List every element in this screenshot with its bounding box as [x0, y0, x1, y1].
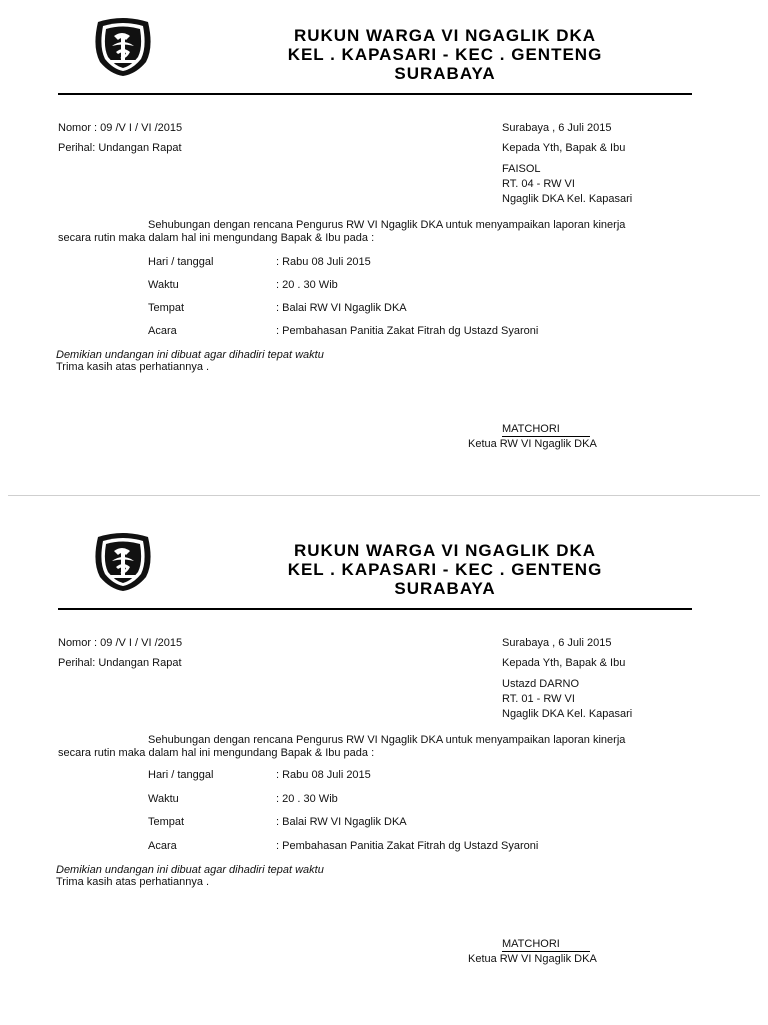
closing-line: Demikian undangan ini dibuat agar dihadiri tepat waktu — [56, 349, 324, 361]
detail-label: Hari / tanggal — [148, 256, 214, 268]
signatory-title: Ketua RW VI Ngaglik DKA — [468, 953, 597, 965]
detail-label: Waktu — [148, 279, 179, 291]
body-line: secara rutin maka dalam hal ini mengundang Bapak & Ibu pada : — [58, 747, 375, 759]
detail-label: Acara — [148, 840, 177, 852]
header-rule — [58, 608, 692, 610]
invitation-letter — [0, 0, 768, 510]
recipient-rt: RT. 01 - RW VI — [502, 693, 575, 705]
surabaya-emblem-icon — [92, 531, 154, 593]
closing-thanks: Trima kasih atas perhatiannya . — [56, 361, 210, 373]
org-name-heading: RUKUN WARGA VI NGAGLIK DKA — [293, 541, 597, 560]
recipient-address: Ngaglik DKA Kel. Kapasari — [502, 708, 633, 720]
detail-value: : Balai RW VI Ngaglik DKA — [276, 302, 407, 314]
letter-date: Surabaya , 6 Juli 2015 — [502, 637, 612, 649]
signature-underline — [502, 951, 590, 952]
letter-number: Nomor : 09 /V I / VI /2015 — [58, 637, 183, 649]
page-divider — [8, 495, 760, 496]
detail-value: : 20 . 30 Wib — [276, 793, 338, 805]
detail-value: : Balai RW VI Ngaglik DKA — [276, 816, 407, 828]
closing-line: Demikian undangan ini dibuat agar dihadiri tepat waktu — [56, 864, 324, 876]
org-address-heading: KEL . KAPASARI - KEC . GENTENG — [287, 560, 603, 579]
body-line: Sehubungan dengan rencana Pengurus RW VI Ngaglik DKA untuk menyampaikan laporan kinerja — [148, 219, 626, 231]
org-name-heading: RUKUN WARGA VI NGAGLIK DKA — [293, 26, 597, 45]
detail-label: Tempat — [148, 302, 185, 314]
header-rule — [58, 93, 692, 95]
invitation-letter — [0, 515, 768, 1025]
signatory-title: Ketua RW VI Ngaglik DKA — [468, 438, 597, 450]
signatory-name: MATCHORI — [502, 423, 560, 435]
detail-label: Tempat — [148, 816, 185, 828]
detail-value: : Rabu 08 Juli 2015 — [276, 256, 371, 268]
closing-thanks: Trima kasih atas perhatiannya . — [56, 876, 210, 888]
body-line: Sehubungan dengan rencana Pengurus RW VI Ngaglik DKA untuk menyampaikan laporan kinerja — [148, 734, 626, 746]
recipient-salutation: Kepada Yth, Bapak & Ibu — [502, 657, 626, 669]
recipient-salutation: Kepada Yth, Bapak & Ibu — [502, 142, 626, 154]
letter-date: Surabaya , 6 Juli 2015 — [502, 122, 612, 134]
letter-subject: Perihal: Undangan Rapat — [58, 657, 182, 669]
signature-underline — [502, 436, 590, 437]
detail-value: : Pembahasan Panitia Zakat Fitrah dg Ustazd Syaroni — [276, 325, 539, 337]
signatory-name: MATCHORI — [502, 938, 560, 950]
letter-subject: Perihal: Undangan Rapat — [58, 142, 182, 154]
org-city-heading: SURABAYA — [394, 64, 496, 83]
detail-value: : Pembahasan Panitia Zakat Fitrah dg Ustazd Syaroni — [276, 840, 539, 852]
org-city-heading: SURABAYA — [394, 579, 496, 598]
recipient-name: FAISOL — [502, 163, 541, 175]
detail-value: : 20 . 30 Wib — [276, 279, 338, 291]
org-address-heading: KEL . KAPASARI - KEC . GENTENG — [287, 45, 603, 64]
detail-label: Hari / tanggal — [148, 769, 214, 781]
body-line: secara rutin maka dalam hal ini mengundang Bapak & Ibu pada : — [58, 232, 375, 244]
letter-number: Nomor : 09 /V I / VI /2015 — [58, 122, 183, 134]
detail-label: Waktu — [148, 793, 179, 805]
recipient-name: Ustazd DARNO — [502, 678, 580, 690]
recipient-rt: RT. 04 - RW VI — [502, 178, 575, 190]
recipient-address: Ngaglik DKA Kel. Kapasari — [502, 193, 633, 205]
surabaya-emblem-icon — [92, 16, 154, 78]
detail-value: : Rabu 08 Juli 2015 — [276, 769, 371, 781]
detail-label: Acara — [148, 325, 177, 337]
